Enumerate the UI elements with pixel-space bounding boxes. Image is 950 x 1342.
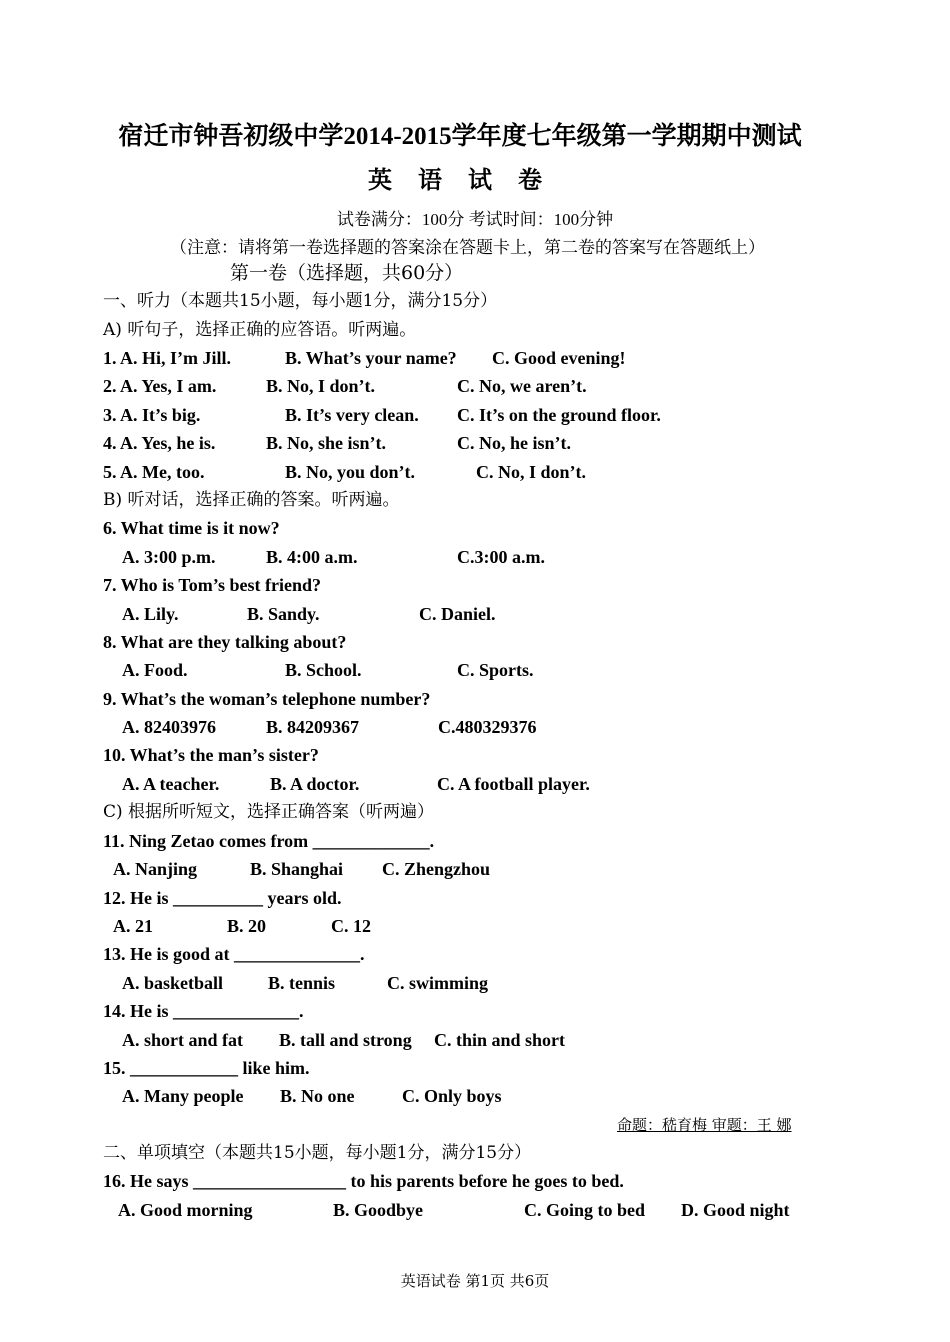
q14-option-b: B. tall and strong [279, 1030, 412, 1050]
exam-title: 宿迁市钟吾初级中学2014-2015学年度七年级第一学期期中测试 [118, 123, 802, 150]
q16-option-b: B. Goodbye [333, 1200, 424, 1220]
page-footer: 英语试卷 第1页 共6页 [400, 1272, 550, 1290]
question-10-stem: 10. What’s the man’s sister? [103, 745, 319, 765]
q1-option-a: 1. A. Hi, I’m Jill. [103, 348, 232, 368]
q5-option-c: C. No, I don’t. [476, 462, 587, 482]
question-12-stem: 12. He is __________ years old. [103, 888, 342, 908]
q9-option-a: A. 82403976 [122, 717, 216, 737]
q12-option-c: C. 12 [331, 916, 371, 936]
q8-option-c: C. Sports. [457, 660, 534, 680]
q16-option-a: A. Good morning [118, 1200, 253, 1220]
q9-option-c: C.480329376 [438, 717, 537, 737]
q2-option-c: C. No, we aren’t. [457, 376, 587, 396]
question-8-stem: 8. What are they talking about? [103, 632, 347, 652]
q3-option-c: C. It’s on the ground floor. [457, 405, 661, 425]
q4-option-c: C. No, he isn’t. [457, 433, 572, 453]
q11-option-a: A. Nanjing [113, 859, 198, 879]
q1-option-c: C. Good evening! [492, 348, 626, 368]
question-14-stem: 14. He is ______________. [103, 1001, 304, 1021]
question-11-stem: 11. Ning Zetao comes from _____________. [103, 831, 435, 851]
q5-option-a: 5. A. Me, too. [103, 462, 205, 482]
q12-option-a: A. 21 [113, 916, 153, 936]
q6-option-c: C.3:00 a.m. [457, 547, 545, 567]
q5-option-b: B. No, you don’t. [285, 462, 416, 482]
q16-option-c: C. Going to bed [524, 1200, 646, 1220]
question-9-stem: 9. What’s the woman’s telephone number? [103, 689, 431, 709]
q8-option-a: A. Food. [122, 660, 188, 680]
question-7-stem: 7. Who is Tom’s best friend? [103, 575, 322, 595]
exam-info: 试卷满分：100分 考试时间：100分钟 [336, 210, 614, 229]
q14-option-a: A. short and fat [122, 1030, 244, 1050]
section1-heading: 一、听力（本题共15小题，每小题1分，满分15分） [103, 291, 498, 311]
q12-option-b: B. 20 [227, 916, 267, 936]
q7-option-b: B. Sandy. [247, 604, 320, 624]
question-6-stem: 6. What time is it now? [103, 518, 280, 538]
question-15-stem: 15. ____________ like him. [103, 1058, 310, 1078]
q2-option-b: B. No, I don’t. [266, 376, 376, 396]
q13-option-b: B. tennis [268, 973, 336, 993]
q4-option-b: B. No, she isn’t. [266, 433, 387, 453]
q11-option-b: B. Shanghai [250, 859, 344, 879]
q13-option-c: C. swimming [387, 973, 489, 993]
q9-option-b: B. 84209367 [266, 717, 360, 737]
q15-option-a: A. Many people [122, 1086, 244, 1106]
q3-option-b: B. It’s very clean. [285, 405, 419, 425]
q1-option-b: B. What’s your name? [285, 348, 457, 368]
question-13-stem: 13. He is good at ______________. [103, 944, 365, 964]
q11-option-c: C. Zhengzhou [382, 859, 491, 879]
q10-option-a: A. A teacher. [122, 774, 220, 794]
q6-option-b: B. 4:00 a.m. [266, 547, 358, 567]
q2-option-a: 2. A. Yes, I am. [103, 376, 217, 396]
q10-option-b: B. A doctor. [270, 774, 360, 794]
q15-option-b: B. No one [280, 1086, 355, 1106]
q7-option-a: A. Lily. [122, 604, 179, 624]
part-a-instruction: A) 听句子，选择正确的应答语。听两遍。 [103, 320, 417, 340]
q10-option-c: C. A football player. [437, 774, 590, 794]
exam-notice: （注意：请将第一卷选择题的答案涂在答题卡上，第二卷的答案写在答题纸上） [170, 238, 765, 257]
q16-option-d: D. Good night [681, 1200, 790, 1220]
q4-option-a: 4. A. Yes, he is. [103, 433, 216, 453]
q3-option-a: 3. A. It’s big. [103, 405, 201, 425]
q15-option-c: C. Only boys [402, 1086, 502, 1106]
q14-option-c: C. thin and short [434, 1030, 566, 1050]
exam-subtitle: 英 语 试 卷 [368, 168, 552, 194]
q7-option-c: C. Daniel. [419, 604, 496, 624]
q8-option-b: B. School. [285, 660, 362, 680]
section2-heading: 二、单项填空（本题共15小题，每小题1分，满分15分） [103, 1143, 532, 1163]
question-16-stem: 16. He says _________________ to his parents before he goes to bed. [103, 1171, 624, 1191]
part-b-instruction: B) 听对话，选择正确的答案。听两遍。 [103, 490, 400, 510]
author-credit: 命题：嵇育梅 审题：王 娜 [617, 1116, 792, 1134]
q13-option-a: A. basketball [122, 973, 224, 993]
part-c-instruction: C) 根据所听短文，选择正确答案（听两遍） [103, 802, 435, 822]
volume-heading: 第一卷（选择题，共60分） [230, 262, 464, 284]
q6-option-a: A. 3:00 p.m. [122, 547, 216, 567]
